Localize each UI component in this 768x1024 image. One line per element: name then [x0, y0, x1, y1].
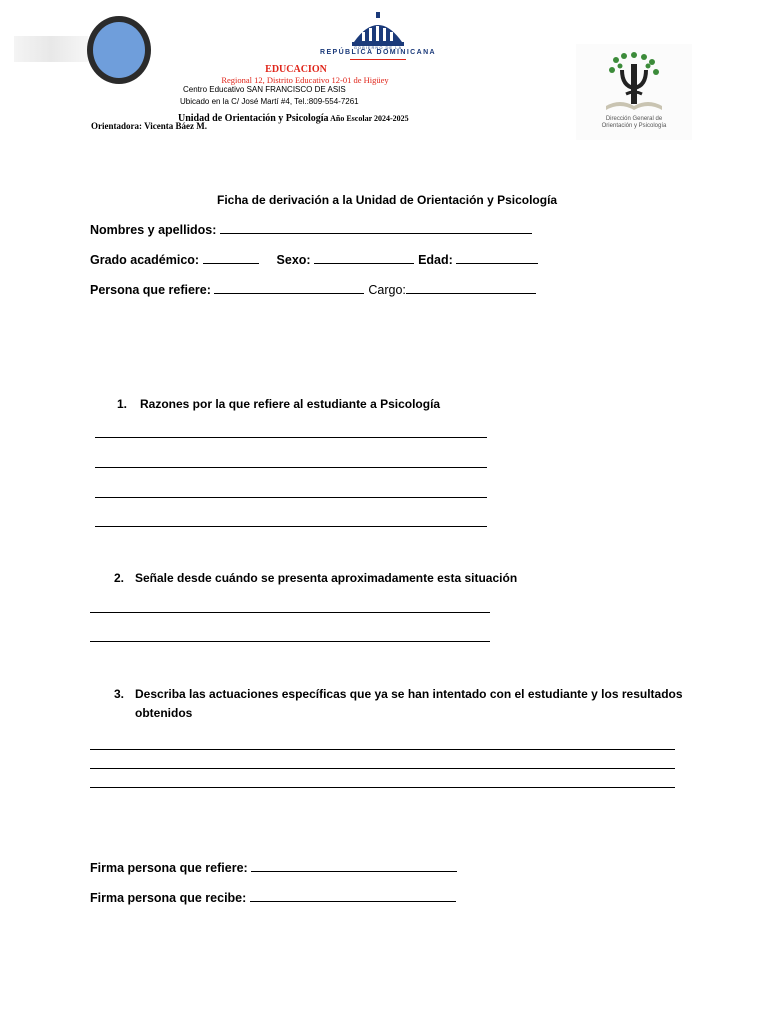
sex-input-line[interactable]	[314, 251, 414, 264]
school-logo-circle	[87, 16, 151, 84]
question-1-number: 1.	[117, 397, 128, 411]
name-label: Nombres y apellidos:	[90, 223, 220, 237]
logo-text-line-1: Dirección General de	[605, 116, 663, 122]
unit-heading	[178, 108, 409, 126]
position-label: Cargo:	[368, 283, 406, 297]
center-address: Ubicado en la C/ José Martí #4, Tel.:809-554-7261	[180, 97, 359, 106]
name-input-line[interactable]	[220, 221, 532, 234]
name-field-row	[90, 221, 532, 237]
receiver-signature-row	[90, 889, 456, 905]
psychology-direction-logo	[576, 44, 692, 140]
referrer-signature-label: Firma persona que refiere:	[90, 861, 252, 875]
answer-2-line-1[interactable]	[90, 612, 490, 613]
grade-label: Grado académico:	[90, 253, 203, 267]
question-1-text: Razones por la que refiere al estudiante a Psicología	[140, 397, 441, 411]
referrer-signature-row	[90, 859, 457, 875]
ministry-title: EDUCACION	[265, 64, 327, 75]
answer-1-line-2[interactable]	[95, 467, 487, 468]
government-name-text: REPÚBLICA DOMINICANA	[319, 49, 437, 56]
grade-input-line[interactable]	[203, 251, 259, 264]
question-3-number: 3.	[114, 687, 125, 701]
question-3-text-line-2: obtenidos	[135, 706, 193, 720]
referrer-label: Persona que refiere:	[90, 283, 215, 297]
counselor-name: Orientadora: Vicenta Báez M.	[91, 121, 207, 131]
form-title: Ficha de derivación a la Unidad de Orientación y Psicología	[217, 193, 558, 207]
government-small-text: GOBIERNO DE LA	[353, 45, 403, 50]
answer-2-line-2[interactable]	[90, 641, 490, 642]
answer-3-line-1[interactable]	[90, 749, 675, 750]
answer-3-line-2[interactable]	[90, 768, 675, 769]
referrer-input-line[interactable]	[214, 281, 364, 294]
school-year: Año Escolar 2024-2025	[328, 114, 409, 123]
center-name: Centro Educativo SAN FRANCISCO DE ASIS	[183, 85, 346, 94]
answer-3-line-3[interactable]	[90, 787, 675, 788]
referrer-signature-line[interactable]	[251, 859, 457, 872]
question-3-text-line-1: Describa las actuaciones específicas que ya se han intentado con el estudiante y los resultados	[135, 687, 683, 701]
government-red-line	[350, 59, 406, 60]
age-input-line[interactable]	[456, 251, 538, 264]
answer-1-line-4[interactable]	[95, 526, 487, 527]
tree-psi-icon	[576, 50, 692, 116]
question-2-text: Señale desde cuándo se presenta aproximadamente esta situación	[135, 571, 518, 585]
question-2-number: 2.	[114, 571, 125, 585]
age-label: Edad:	[418, 253, 457, 267]
grade-field-row	[90, 251, 538, 267]
logo-text-line-2: Orientación y Psicología	[601, 123, 667, 129]
position-input-line[interactable]	[406, 281, 536, 294]
receiver-signature-label: Firma persona que recibe:	[90, 891, 250, 905]
referrer-field-row	[90, 281, 536, 297]
unit-name: Unidad de Orientación y Psicología	[178, 113, 329, 124]
left-faded-mark	[14, 36, 88, 62]
answer-1-line-1[interactable]	[95, 437, 487, 438]
government-logo	[316, 12, 440, 62]
dome-icon	[316, 12, 440, 48]
regional-text: Regional 12, Distrito Educativo 12-01 de Higüey	[221, 75, 389, 85]
answer-1-line-3[interactable]	[95, 497, 487, 498]
sex-label: Sexo:	[276, 253, 315, 267]
receiver-signature-line[interactable]	[250, 889, 456, 902]
